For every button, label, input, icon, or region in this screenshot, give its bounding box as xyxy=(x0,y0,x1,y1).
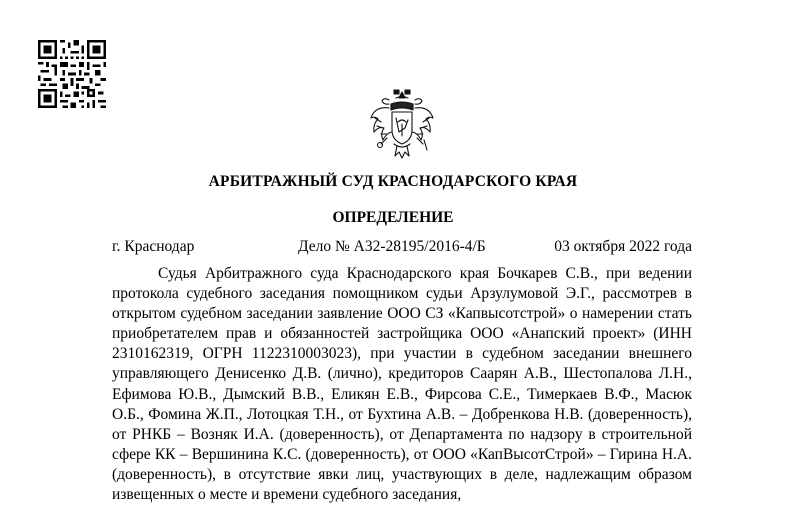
document-meta-line xyxy=(112,238,692,258)
case-number: Дело № А32-28195/2016-4/Б xyxy=(298,238,486,255)
qr-code-icon xyxy=(38,40,106,108)
court-name-heading: АРБИТРАЖНЫЙ СУД КРАСНОДАРСКОГО КРАЯ xyxy=(208,173,578,190)
document-date: 03 октября 2022 года xyxy=(554,238,692,255)
document-type-heading: ОПРЕДЕЛЕНИЕ xyxy=(332,209,454,226)
double-headed-eagle-emblem xyxy=(369,88,435,162)
body-paragraph: Судья Арбитражного суда Краснодарского края Бочкарев С.В., при ведении протокола судебного заседания помощником судьи Арзулумовой Э.Г., рассмотрев в открытом судебном заседании заявление ООО СЗ «Капвысотстрой» о намерении стать приобретателем прав и обязанностей застройщика ООО «Анапский проект» (ИНН 2310162319, ОГРН 1122310003023), при участии в судебном заседании внешнего управляющего Денисенко Д.В. (лично), кредиторов Саарян А.В., Шестопалова Л.Н., Ефимова Ю.В., Дымский В.В., Еликян Е.В., Фирсова С.Е., Тимеркаев В.Ф., Масюк О.Б., Фомина Ж.П., Лотоцкая Т.Н., от Бухтина А.В. – Добренкова Н.В. (доверенность), от РНКБ – Возняк И.А. (доверенность), от Департамента по надзору в строительной сфере КК – Вершинина К.С. (доверенность), от ООО «КапВысотСтрой» – Гирина Н.А. (доверенность), в отсутствие явки лиц, участвующих в деле, надлежащим образом извещенных о месте и времени судебного заседания, xyxy=(112,265,692,504)
city-label: г. Краснодар xyxy=(112,238,195,255)
